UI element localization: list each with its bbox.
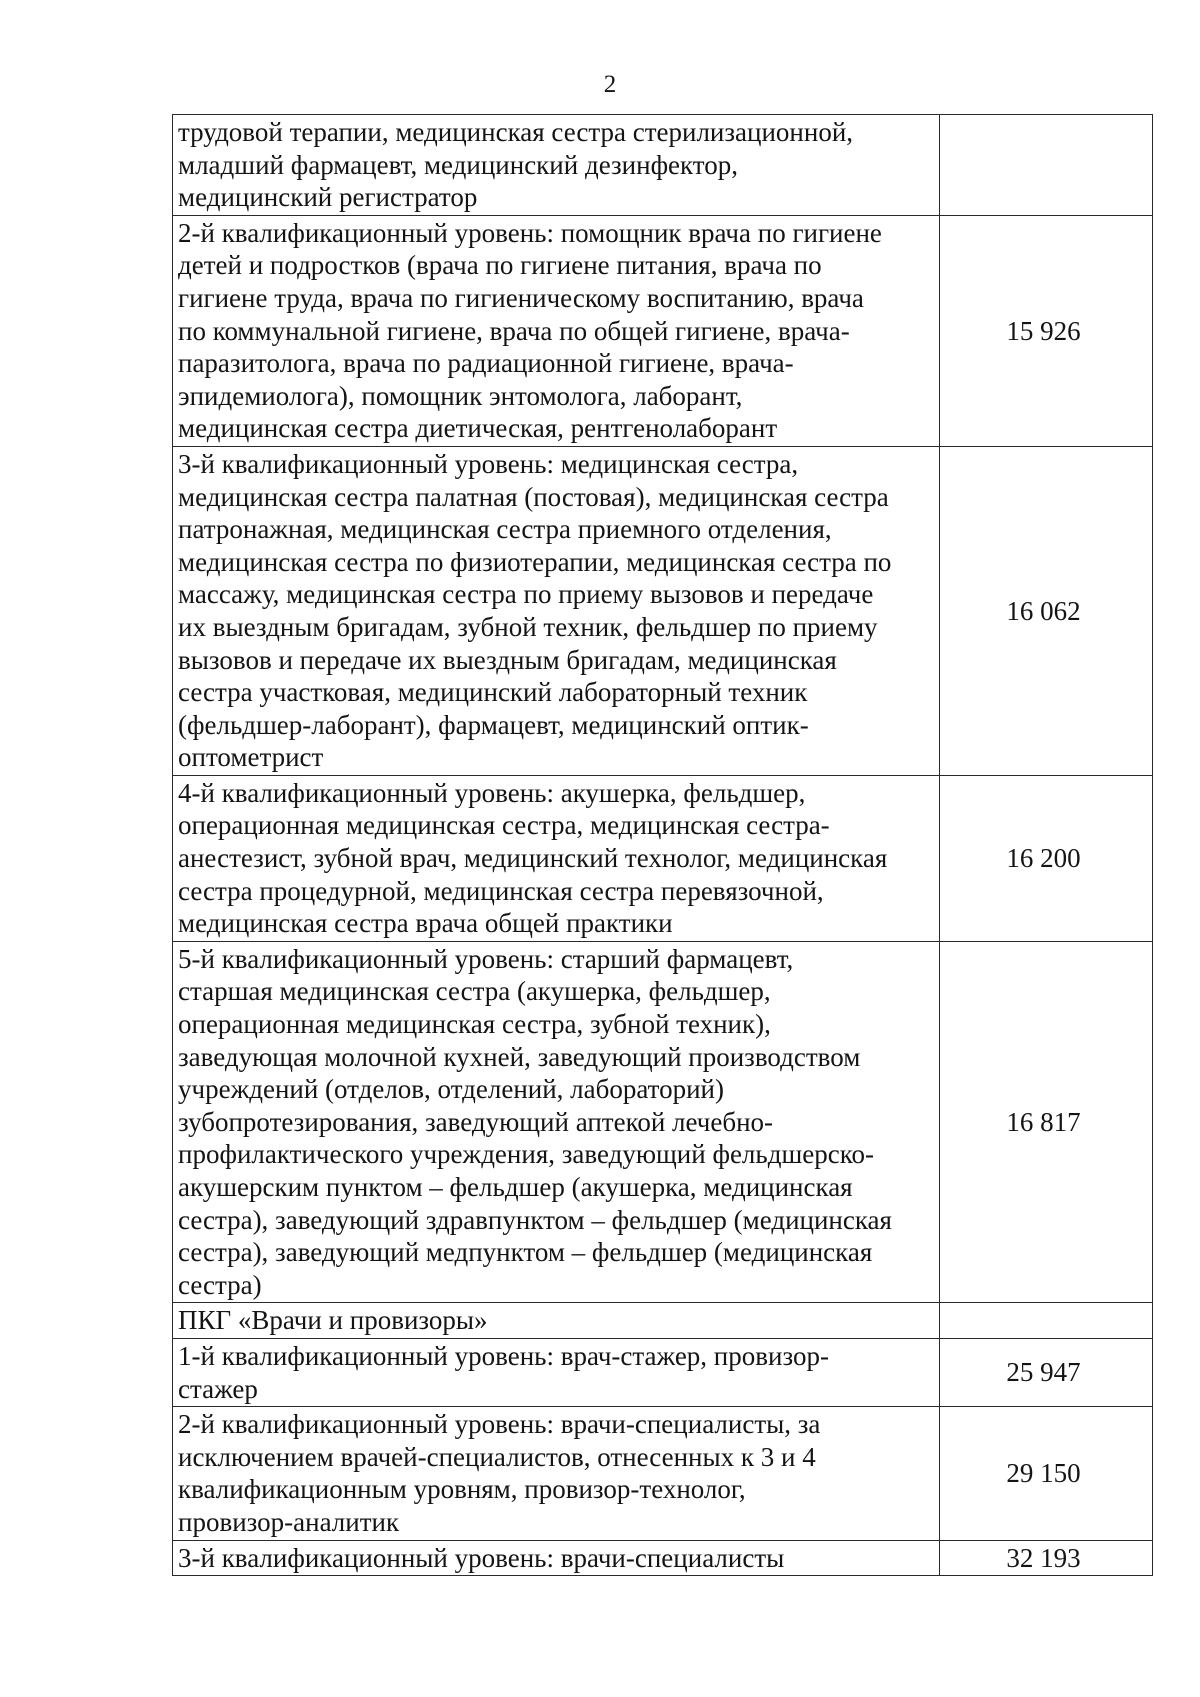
description-line: 2-й квалификационный уровень: помощник врача по гигиене bbox=[178, 217, 882, 248]
description-line: анестезист, зубной врач, медицинский технолог, медицинская bbox=[178, 843, 888, 874]
description-line: младший фармацевт, медицинский дезинфектор, bbox=[178, 149, 738, 180]
description-line: оптометрист bbox=[178, 742, 324, 773]
qualification-description-cell bbox=[173, 115, 940, 216]
description-line: акушерским пунктом – фельдшер (акушерка, медицинская bbox=[178, 1172, 853, 1202]
description-line: 4-й квалификационный уровень: акушерка, фельдшер, bbox=[178, 777, 806, 808]
group-heading: ПКГ «Врачи и провизоры» bbox=[178, 1305, 488, 1336]
description-line: провизор-аналитик bbox=[178, 1506, 400, 1537]
salary-value-cell: 16 062 bbox=[940, 446, 1153, 775]
salary-value-cell: 16 200 bbox=[940, 775, 1153, 941]
description-line: 3-й квалификационный уровень: врачи-специалисты bbox=[178, 1542, 785, 1573]
description-line: сестра процедурной, медицинская сестра перевязочной, bbox=[178, 875, 824, 906]
table-row bbox=[173, 1303, 1153, 1339]
qualification-description-cell bbox=[173, 215, 940, 446]
description-line: медицинская сестра палатная (постовая), медицинская сестра bbox=[178, 481, 889, 512]
description-line: учреждений (отделов, отделений, лабораторий) bbox=[178, 1074, 724, 1105]
qualification-description-cell bbox=[173, 446, 940, 775]
description-line: исключением врачей-специалистов, отнесенных к 3 и 4 bbox=[178, 1441, 816, 1472]
description-line: заведующая молочной кухней, заведующий производством bbox=[178, 1041, 861, 1072]
description-line: вызовов и передаче их выездным бригадам, медицинская bbox=[178, 644, 837, 675]
salary-table bbox=[172, 114, 1153, 1576]
table-row bbox=[173, 1540, 1153, 1576]
table-row bbox=[173, 941, 1153, 1303]
page-number: 2 bbox=[603, 71, 617, 98]
description-line: зубопротезирования, заведующий аптекой лечебно- bbox=[178, 1106, 774, 1137]
salary-value-cell bbox=[940, 1303, 1153, 1339]
description-line: гигиене труда, врача по гигиеническому воспитанию, врача bbox=[178, 282, 864, 313]
salary-value-cell bbox=[940, 115, 1153, 216]
description-line: сестра) bbox=[178, 1269, 262, 1300]
salary-value-cell: 32 193 bbox=[940, 1540, 1153, 1576]
description-line: 5-й квалификационный уровень: старший фармацевт, bbox=[178, 943, 794, 974]
qualification-description-cell bbox=[173, 1540, 940, 1576]
description-line: медицинская сестра врача общей практики bbox=[178, 908, 673, 939]
description-line: эпидемиолога), помощник энтомолога, лаборант, bbox=[178, 380, 743, 411]
description-line: сестра участковая, медицинский лабораторный техник bbox=[178, 677, 808, 708]
table-row bbox=[173, 1338, 1153, 1406]
description-line: стажер bbox=[178, 1373, 258, 1404]
description-line: патронажная, медицинская сестра приемного отделения, bbox=[178, 514, 832, 545]
description-line: 3-й квалификационный уровень: медицинская сестра, bbox=[178, 448, 799, 479]
qualification-description-cell bbox=[173, 1338, 940, 1406]
table-row bbox=[173, 215, 1153, 446]
description-line: сестра), заведующий медпунктом – фельдшер (медицинская bbox=[178, 1237, 873, 1268]
qualification-description-cell bbox=[173, 1407, 940, 1540]
salary-value-cell: 25 947 bbox=[940, 1338, 1153, 1406]
table-row bbox=[173, 115, 1153, 216]
description-line: по коммунальной гигиене, врача по общей гигиене, врача- bbox=[178, 315, 850, 346]
salary-value-cell: 15 926 bbox=[940, 215, 1153, 446]
description-line: паразитолога, врача по радиационной гигиене, врача- bbox=[178, 348, 794, 379]
qualification-description-cell bbox=[173, 941, 940, 1303]
table-row bbox=[173, 775, 1153, 941]
qualification-description-cell bbox=[173, 775, 940, 941]
description-line: медицинский регистратор bbox=[178, 182, 478, 213]
description-line: медицинская сестра по физиотерапии, медицинская сестра по bbox=[178, 546, 892, 577]
description-line: 2-й квалификационный уровень: врачи-специалисты, за bbox=[178, 1409, 821, 1440]
group-heading-cell bbox=[173, 1303, 940, 1339]
description-line: массажу, медицинская сестра по приему вызовов и передаче bbox=[178, 579, 874, 610]
description-line: трудовой терапии, медицинская сестра стерилизационной, bbox=[178, 117, 854, 147]
table-row bbox=[173, 1407, 1153, 1540]
salary-value-cell: 16 817 bbox=[940, 941, 1153, 1303]
table-row bbox=[173, 446, 1153, 775]
description-line: 1-й квалификационный уровень: врач-стажер, провизор- bbox=[178, 1340, 829, 1371]
description-line: детей и подростков (врача по гигиене питания, врача по bbox=[178, 250, 822, 281]
description-line: профилактического учреждения, заведующий фельдшерско- bbox=[178, 1139, 874, 1170]
description-line: операционная медицинская сестра, медицинская сестра- bbox=[178, 810, 830, 841]
description-line: сестра), заведующий здравпунктом – фельдшер (медицинская bbox=[178, 1204, 892, 1235]
description-line: операционная медицинская сестра, зубной техник), bbox=[178, 1009, 771, 1040]
description-line: старшая медицинская сестра (акушерка, фельдшер, bbox=[178, 976, 771, 1007]
description-line: их выездным бригадам, зубной техник, фельдшер по приему bbox=[178, 611, 878, 642]
description-line: квалификационным уровням, провизор-технолог, bbox=[178, 1474, 746, 1505]
salary-value-cell: 29 150 bbox=[940, 1407, 1153, 1540]
description-line: (фельдшер-лаборант), фармацевт, медицинский оптик- bbox=[178, 709, 809, 740]
description-line: медицинская сестра диетическая, рентгенолаборант bbox=[178, 413, 778, 444]
